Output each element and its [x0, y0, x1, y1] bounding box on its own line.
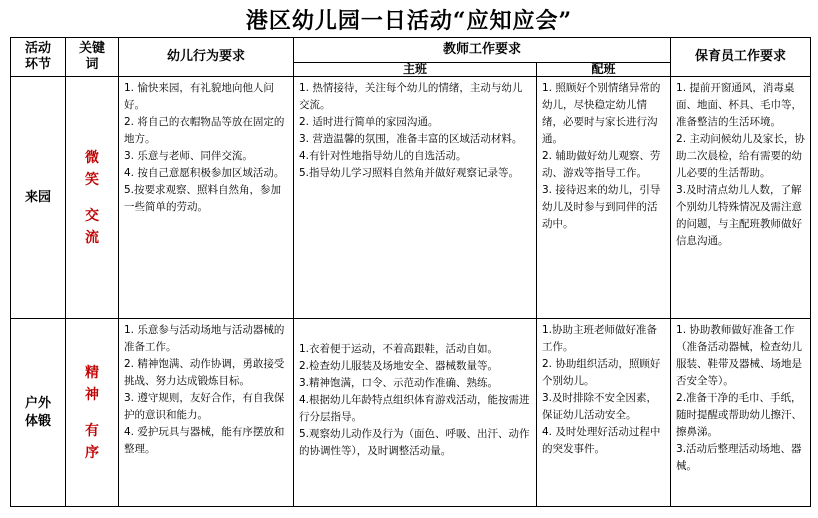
list-item: 4.有针对性地指导幼儿的自选活动。	[299, 150, 467, 162]
list-item: 1. 照顾好个别情绪异常的幼儿，尽快稳定幼儿情绪，必要时与家长进行沟通。	[542, 82, 661, 145]
header-keyword-line1: 关键	[78, 41, 105, 56]
activity-table	[10, 37, 811, 507]
assistant-teacher-requirements	[537, 77, 671, 319]
keyword-cell	[66, 77, 119, 319]
main-teacher-requirements	[294, 77, 537, 319]
list-item: 1.协助主班老师做好准备工作。	[542, 324, 658, 353]
list-item: 1. 协助教师做好准备工作（准备活动器械，检查幼儿服装、鞋带及器械、场地是否安全等）。	[676, 324, 803, 387]
keyword-char: 有	[85, 422, 99, 439]
list-item: 4. 按自己意愿积极参加区域活动。	[124, 167, 285, 179]
header-assistant-teacher: 配班	[537, 63, 671, 77]
keyword-char: 流	[85, 229, 99, 246]
keyword-char: 序	[85, 444, 99, 461]
header-stage-line2: 环节	[24, 57, 51, 72]
main-teacher-requirements	[294, 319, 537, 507]
list-item: 3. 营造温馨的氛围，准备丰富的区域活动材料。	[299, 133, 523, 145]
stage-cell	[11, 319, 66, 507]
keyword-char: 神	[85, 386, 99, 403]
keyword-char: 微	[85, 149, 99, 166]
list-item: 5.按要求观察、照料自然角，参加一些简单的劳动。	[124, 184, 282, 213]
list-item: 1. 热情接待，关注每个幼儿的情绪，主动与幼儿交流。	[299, 82, 523, 111]
table-row	[11, 77, 811, 319]
list-item: 4.根据幼儿年龄特点组织体育游戏活动，能按需进行分层指导。	[299, 394, 530, 423]
list-item: 1. 乐意参与活动场地与活动器械的准备工作。	[124, 324, 285, 353]
list-item: 1. 提前开窗通风，消毒桌面、地面、杯具、毛巾等，准备整洁的生活环境。	[676, 82, 803, 128]
list-item: 3. 遵守规则，友好合作，有自我保护的意识和能力。	[124, 392, 285, 421]
list-item: 1.衣着便于运动，不着高跟鞋，活动自如。	[299, 343, 499, 355]
list-item: 2. 适时进行简单的家园沟通。	[299, 116, 439, 128]
keyword-cell	[66, 319, 119, 507]
header-nurse: 保育员工作要求	[671, 38, 811, 77]
list-item: 3.及时清点幼儿人数，了解个别幼儿特殊情况及需注意的问题，与主配班教师做好信息沟通。	[676, 184, 803, 247]
list-item: 2.检查幼儿服装及场地安全、器械数量等。	[299, 360, 499, 372]
list-item: 2.准备干净的毛巾、手纸，随时提醒或帮助幼儿擦汗、擦鼻涕。	[676, 392, 803, 438]
header-main-teacher: 主班	[294, 63, 537, 77]
child-requirements	[119, 319, 294, 507]
header-keyword	[66, 38, 119, 77]
nurse-requirements	[671, 77, 811, 319]
list-item: 2. 将自己的衣帽物品等放在固定的地方。	[124, 116, 285, 145]
header-child: 幼儿行为要求	[119, 38, 294, 77]
table-row	[11, 319, 811, 507]
header-keyword-line2: 词	[85, 57, 99, 72]
stage-label-line1: 来园	[24, 189, 51, 205]
assistant-teacher-requirements	[537, 319, 671, 507]
header-teacher: 教师工作要求	[294, 38, 671, 63]
stage-label-line2: 体锻	[24, 413, 51, 429]
list-item: 3. 乐意与老师、同伴交流。	[124, 150, 253, 162]
list-item: 2. 精神饱满、动作协调，勇敢接受挑战、努力达成锻炼目标。	[124, 358, 285, 387]
page-title: 港区幼儿园一日活动“应知应会”	[245, 8, 573, 34]
keyword-char: 交	[85, 207, 99, 224]
list-item: 2. 协助组织活动，照顾好个别幼儿。	[542, 358, 661, 387]
stage-cell	[11, 77, 66, 319]
child-requirements	[119, 77, 294, 319]
list-item: 3.精神饱满，口令、示范动作准确、熟练。	[299, 377, 499, 389]
list-item: 5.指导幼儿学习照料自然角并做好观察记录等。	[299, 167, 520, 179]
header-stage-line1: 活动	[24, 41, 51, 56]
list-item: 3.及时排除不安全因素，保证幼儿活动安全。	[542, 392, 658, 421]
list-item: 3. 接待迟来的幼儿，引导幼儿及时参与到同伴的活动中。	[542, 184, 661, 230]
list-item: 2. 主动问候幼儿及家长，协助二次晨检，给有需要的幼儿必要的生活帮助。	[676, 133, 805, 179]
list-item: 3.活动后整理活动场地、器械。	[676, 443, 802, 472]
list-item: 4. 爱护玩具与器械，能有序摆放和整理。	[124, 426, 285, 455]
list-item: 5.观察幼儿动作及行为（面色、呼吸、出汗、动作的协调性等），及时调整活动量。	[299, 428, 530, 457]
keyword-char: 精	[85, 364, 99, 381]
stage-label-line1: 户外	[24, 395, 51, 411]
list-item: 4. 及时处理好活动过程中的突发事件。	[542, 426, 661, 455]
list-item: 1. 愉快来园，有礼貌地向他人问好。	[124, 82, 274, 111]
list-item: 2. 辅助做好幼儿观察、劳动、游戏等指导工作。	[542, 150, 661, 179]
header-row	[11, 38, 811, 63]
header-stage	[11, 38, 66, 77]
keyword-char: 笑	[85, 171, 99, 188]
nurse-requirements	[671, 319, 811, 507]
